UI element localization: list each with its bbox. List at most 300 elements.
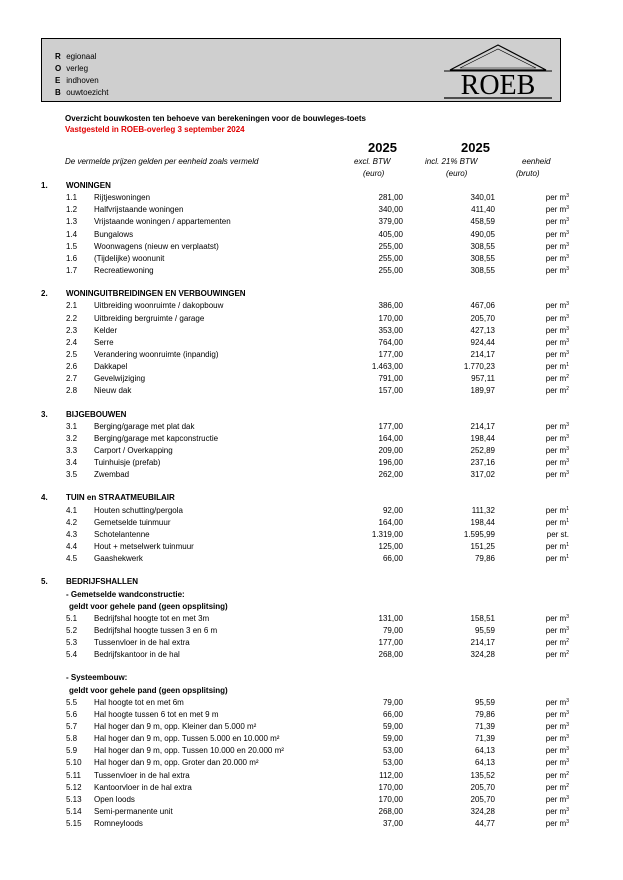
table-row [0,313,623,325]
price-incl-btw: 237,16 [470,458,495,468]
table-row [0,433,623,445]
excl-btw-unit: (euro) [363,169,385,178]
unit-text: per m [545,266,567,276]
table-row [0,745,623,757]
item-description: Open loods [94,794,135,804]
group-subtitle: - Gemetselde wandconstructie: [66,589,185,599]
price-excl-btw: 170,00 [378,313,403,323]
item-description: Kantoorvloer in de hal extra [94,782,192,792]
section-heading [0,180,623,192]
unit-cell [521,433,569,445]
table-row [0,721,623,733]
unit-cell [521,505,569,517]
unit-cell [521,325,569,337]
item-number: 5.8 [66,734,78,744]
price-excl-btw: 1.319,00 [371,529,403,539]
group-subtitle-note: geldt voor gehele pand (geen opsplitsing) [69,601,228,611]
price-excl-btw: 157,00 [378,386,403,396]
unit-exponent: 3 [566,217,569,224]
price-incl-btw: 111,32 [471,505,495,515]
price-excl-btw: 196,00 [378,458,403,468]
unit-cell [521,541,569,553]
section-heading [0,492,623,504]
item-number: 1.2 [66,205,78,215]
table-row [0,265,623,277]
item-number: 5.6 [66,709,78,719]
item-description: Hal hoger dan 9 m, opp. Tussen 5.000 en 10.000 m² [94,734,280,744]
item-description: Uitbreiding woonruimte / dakopbouw [94,301,224,311]
item-description: Nieuw dak [94,386,132,396]
unit-text: per m [545,193,567,203]
item-number: 1.6 [66,253,78,263]
item-description: Vrijstaande woningen / appartementen [94,217,231,227]
price-incl-btw: 71,39 [474,722,495,731]
header-box [41,38,561,102]
table-row [0,806,623,818]
table-row [0,709,623,721]
item-number: 3.1 [66,421,78,431]
price-incl-btw: 214,17 [470,638,495,648]
unit-cell [521,770,569,782]
item-description: Uitbreiding bergruimte / garage [94,313,205,323]
item-number: 5.4 [66,650,78,660]
table-row [0,216,623,228]
unit-text: per m [545,313,567,323]
org-line: B ouwtoezicht [55,88,109,97]
table-row [0,373,623,385]
item-description: Hal hoogte tussen 6 tot en met 9 m [94,709,219,719]
price-incl-btw: 317,02 [470,470,495,480]
unit-cell [521,216,569,228]
item-description: Schotelantenne [94,529,150,539]
item-number: 5.2 [66,625,78,635]
unit-cell [521,204,569,216]
incl-btw-label: incl. 21% BTW [425,157,478,166]
logo-text: ROEB [460,70,536,100]
unit-cell [521,457,569,469]
price-incl-btw: 189,97 [470,386,495,396]
item-number: 1.1 [66,193,78,203]
unit-exponent: 3 [566,205,569,212]
unit-exponent: 3 [566,253,569,260]
group-subtitle: - Systeembouw: [66,673,128,683]
item-description: Tussenvloer in de hal extra [94,770,190,780]
item-number: 4.5 [66,554,78,564]
section-number: 1. [41,181,48,190]
unit-cell [521,229,569,241]
price-excl-btw: 164,00 [378,433,403,443]
table-row [0,349,623,361]
unit-text: per st. [546,529,569,539]
price-excl-btw: 255,00 [378,266,403,276]
item-number: 3.5 [66,470,78,480]
section-title: WONINGEN [66,181,111,190]
table-row [0,553,623,565]
item-number: 5.5 [66,697,78,707]
unit-cell [521,361,569,373]
price-excl-btw: 209,00 [378,446,403,455]
unit-cell [521,421,569,433]
unit-exponent: 2 [566,770,569,777]
unit-sublabel: (bruto) [516,169,540,178]
unit-exponent: 2 [566,638,569,645]
unit-text: per m [545,638,567,648]
item-description: Gemetselde tuinmuur [94,517,171,527]
price-incl-btw: 64,13 [474,758,495,768]
price-incl-btw: 324,28 [470,807,495,817]
excl-btw-label: excl. BTW [354,157,391,166]
price-excl-btw: 177,00 [378,349,403,359]
table-row [0,782,623,794]
price-excl-btw: 268,00 [378,807,403,817]
unit-text: per m [545,709,567,719]
section-title: BIJGEBOUWEN [66,409,127,419]
year-incl: 2025 [461,140,490,155]
unit-exponent: 3 [566,458,569,465]
item-description: Verandering woonruimte (inpandig) [94,349,219,359]
unit-cell [521,385,569,397]
item-number: 5.11 [66,770,81,780]
item-number: 3.2 [66,433,78,443]
price-excl-btw: 53,00 [382,758,403,768]
table-row [0,697,623,709]
unit-exponent: 3 [566,446,569,452]
unit-exponent: 3 [566,337,569,344]
item-number: 3.3 [66,446,78,455]
item-description: Berging/garage met plat dak [94,421,195,431]
item-description: Serre [94,337,114,347]
item-description: Hal hoger dan 9 m, opp. Groter dan 20.000 m² [94,758,259,768]
item-number: 2.2 [66,313,78,323]
price-incl-btw: 214,17 [470,349,495,359]
price-incl-btw: 308,55 [470,266,495,276]
price-excl-btw: 66,00 [382,554,403,564]
item-description: Zwembad [94,470,130,480]
table-row [0,818,623,830]
unit-text: per m [545,446,567,455]
table-row [0,361,623,373]
unit-text: per m [545,217,567,227]
price-excl-btw: 791,00 [378,374,403,384]
price-incl-btw: 427,13 [470,325,495,335]
unit-text: per m [545,301,567,311]
unit-text: per m [545,722,567,731]
unit-exponent: 1 [566,362,569,369]
unit-cell [521,818,569,830]
unit-cell [521,553,569,565]
unit-text: per m [545,625,567,635]
unit-text: per m [545,758,567,768]
unit-text: per m [545,337,567,347]
price-incl-btw: 308,55 [470,253,495,263]
table-row [0,241,623,253]
item-number: 2.6 [66,362,78,372]
unit-text: per m [545,374,567,384]
roeb-logo [442,42,554,100]
unit-label: eenheid [522,157,551,166]
price-note: De vermelde prijzen gelden per eenheid zoals vermeld [65,157,259,166]
item-number: 4.2 [66,517,78,527]
unit-text: per m [545,650,567,660]
price-excl-btw: 170,00 [378,782,403,792]
section-number: 2. [41,289,48,299]
unit-cell [521,469,569,481]
unit-text: per m [545,746,567,756]
item-number: 4.4 [66,542,78,552]
table-row [0,457,623,469]
price-incl-btw: 490,05 [470,229,495,239]
price-excl-btw: 1.463,00 [371,362,403,372]
table-row [0,733,623,745]
unit-cell [521,649,569,661]
unit-cell [521,782,569,794]
unit-exponent: 3 [566,421,569,428]
price-incl-btw: 79,86 [474,709,495,719]
price-excl-btw: 59,00 [382,722,403,731]
section-heading [0,288,623,300]
price-excl-btw: 125,00 [378,542,403,552]
section-title: WONINGUITBREIDINGEN EN VERBOUWINGEN [66,289,246,299]
item-description: Romneyloods [94,819,143,829]
unit-exponent: 3 [566,325,569,332]
item-description: Hout + metselwerk tuinmuur [94,542,194,552]
table-row [0,794,623,806]
unit-text: per m [545,349,567,359]
unit-text: per m [545,542,567,552]
item-description: (Tijdelijke) woonunit [94,253,165,263]
price-incl-btw: 158,51 [470,613,495,623]
unit-cell [521,637,569,649]
price-incl-btw: 205,70 [470,313,495,323]
unit-cell [521,265,569,277]
unit-cell [521,445,569,457]
price-excl-btw: 164,00 [378,517,403,527]
item-number: 5.10 [66,758,82,768]
price-excl-btw: 268,00 [378,650,403,660]
item-description: Bedrijfskantoor in de hal [94,650,180,660]
price-incl-btw: 205,70 [470,794,495,804]
unit-cell [521,349,569,361]
unit-text: per m [545,470,567,480]
item-number: 5.3 [66,638,78,648]
price-incl-btw: 957,11 [471,374,495,384]
item-description: Woonwagens (nieuw en verplaatst) [94,241,219,251]
table-row [0,229,623,241]
section-title: BEDRIJFSHALLEN [66,577,139,587]
price-incl-btw: 44,77 [474,819,495,829]
item-description: Recreatiewoning [94,266,154,276]
price-incl-btw: 308,55 [470,241,495,251]
table-row [0,421,623,433]
item-description: Carport / Overkapping [94,446,173,455]
price-excl-btw: 59,00 [382,734,403,744]
unit-exponent: 3 [566,807,569,814]
unit-exponent: 3 [566,349,569,356]
price-incl-btw: 214,17 [470,421,495,431]
unit-exponent: 3 [566,734,569,741]
price-excl-btw: 764,00 [378,337,403,347]
item-description: Tussenvloer in de hal extra [94,638,190,648]
unit-exponent: 1 [566,505,569,512]
unit-cell [521,757,569,769]
item-description: Hal hoger dan 9 m, opp. Kleiner dan 5.000 m² [94,722,257,731]
price-excl-btw: 79,00 [382,697,403,707]
unit-text: per m [545,794,567,804]
table-row [0,649,623,661]
unit-exponent: 3 [566,229,569,236]
unit-text: per m [545,782,567,792]
unit-exponent: 3 [566,241,569,248]
item-number: 1.4 [66,229,78,239]
price-excl-btw: 53,00 [382,746,403,756]
section-number: 4. [41,493,48,503]
unit-cell [521,300,569,312]
item-number: 4.1 [66,505,78,515]
table-row [0,517,623,529]
unit-exponent: 3 [566,613,569,620]
item-description: Semi-permanente unit [94,807,173,817]
price-incl-btw: 467,06 [470,301,495,311]
item-description: Bungalows [94,229,134,239]
item-description: Hal hoogte tot en met 6m [94,697,184,707]
item-number: 2.4 [66,337,78,347]
section-heading [0,409,623,421]
unit-text: per m [545,386,567,396]
unit-cell [521,313,569,325]
price-excl-btw: 255,00 [378,241,403,251]
table-row [0,385,623,397]
item-description: Houten schutting/pergola [94,505,183,515]
item-description: Gaashekwerk [94,554,143,564]
unit-exponent: 3 [566,433,569,440]
unit-exponent: 3 [566,470,569,477]
unit-exponent: 1 [566,542,569,549]
unit-text: per m [545,807,567,817]
unit-text: per m [545,362,567,372]
unit-cell [521,794,569,806]
unit-cell [521,192,569,204]
unit-exponent: 3 [566,697,569,704]
table-row [0,192,623,204]
price-incl-btw: 71,39 [474,734,495,744]
unit-text: per m [545,770,567,780]
table-row [0,445,623,457]
item-number: 1.3 [66,217,78,227]
unit-cell [521,241,569,253]
unit-exponent: 2 [566,782,569,789]
unit-text: per m [545,613,567,623]
price-excl-btw: 112,00 [379,770,403,780]
price-excl-btw: 353,00 [378,325,403,335]
price-incl-btw: 198,44 [470,517,495,527]
unit-exponent: 3 [566,266,569,273]
item-number: 2.5 [66,349,78,359]
item-description: Hal hoger dan 9 m, opp. Tussen 10.000 en 20.000 m² [94,746,284,756]
price-excl-btw: 79,00 [382,625,403,635]
unit-cell [521,697,569,709]
item-description: Berging/garage met kapconstructie [94,433,219,443]
price-incl-btw: 1.595,99 [463,529,495,539]
item-description: Bedrijfshal hoogte tussen 3 en 6 m [94,625,218,635]
section-number: 5. [41,577,48,587]
price-incl-btw: 340,01 [470,193,495,203]
price-incl-btw: 198,44 [470,433,495,443]
price-excl-btw: 386,00 [378,301,403,311]
price-incl-btw: 95,59 [474,697,495,707]
unit-cell [521,373,569,385]
unit-text: per m [545,241,567,251]
table-row [0,325,623,337]
table-row [0,204,623,216]
unit-text: per m [545,697,567,707]
document-title: Overzicht bouwkosten ten behoeve van berekeningen voor de bouwleges-toets [65,114,366,123]
unit-text: per m [545,421,567,431]
price-incl-btw: 205,70 [470,782,495,792]
section-heading [0,576,623,588]
unit-exponent: 3 [566,193,569,200]
price-excl-btw: 177,00 [378,638,403,648]
unit-exponent: 3 [566,709,569,716]
unit-exponent: 3 [566,758,569,765]
unit-exponent: 3 [566,301,569,308]
price-incl-btw: 135,52 [470,770,495,780]
table-row [0,541,623,553]
price-incl-btw: 458,59 [470,217,495,227]
price-incl-btw: 924,44 [470,337,495,347]
price-excl-btw: 177,00 [378,421,403,431]
item-description: Bedrijfshal hoogte tot en met 3m [94,613,210,623]
unit-exponent: 3 [566,746,569,753]
price-excl-btw: 379,00 [378,217,403,227]
unit-cell [521,625,569,637]
unit-exponent: 2 [566,374,569,381]
item-number: 1.5 [66,241,78,251]
table-row [0,505,623,517]
incl-btw-unit: (euro) [446,169,468,178]
price-excl-btw: 262,00 [378,470,403,480]
org-line: O verleg [55,64,89,73]
item-number: 5.14 [66,807,82,817]
unit-exponent: 3 [566,819,569,826]
item-description: Rijtjeswoningen [94,193,151,203]
price-incl-btw: 1.770,23 [463,362,495,372]
price-excl-btw: 170,00 [378,794,403,804]
unit-cell [521,733,569,745]
unit-exponent: 2 [566,650,569,657]
price-incl-btw: 252,89 [470,446,495,455]
price-incl-btw: 79,86 [474,554,495,564]
unit-text: per m [545,505,567,515]
unit-text: per m [545,554,567,564]
table-row [0,757,623,769]
unit-exponent: 1 [566,517,569,524]
unit-exponent: 3 [566,313,569,320]
price-excl-btw: 405,00 [378,229,403,239]
unit-cell [521,806,569,818]
table-row [0,253,623,265]
org-line: R egionaal [55,52,97,61]
item-number: 5.15 [66,819,82,829]
price-excl-btw: 340,00 [378,205,403,215]
unit-text: per m [545,458,567,468]
section-title: TUIN en STRAATMEUBILAIR [66,493,175,503]
document-subtitle: Vastgesteld in ROEB-overleg 3 september 2024 [65,125,245,134]
table-row [0,300,623,312]
unit-text: per m [545,205,567,215]
section-number: 3. [41,409,48,419]
item-number: 4.3 [66,529,78,539]
price-incl-btw: 411,40 [471,205,495,215]
